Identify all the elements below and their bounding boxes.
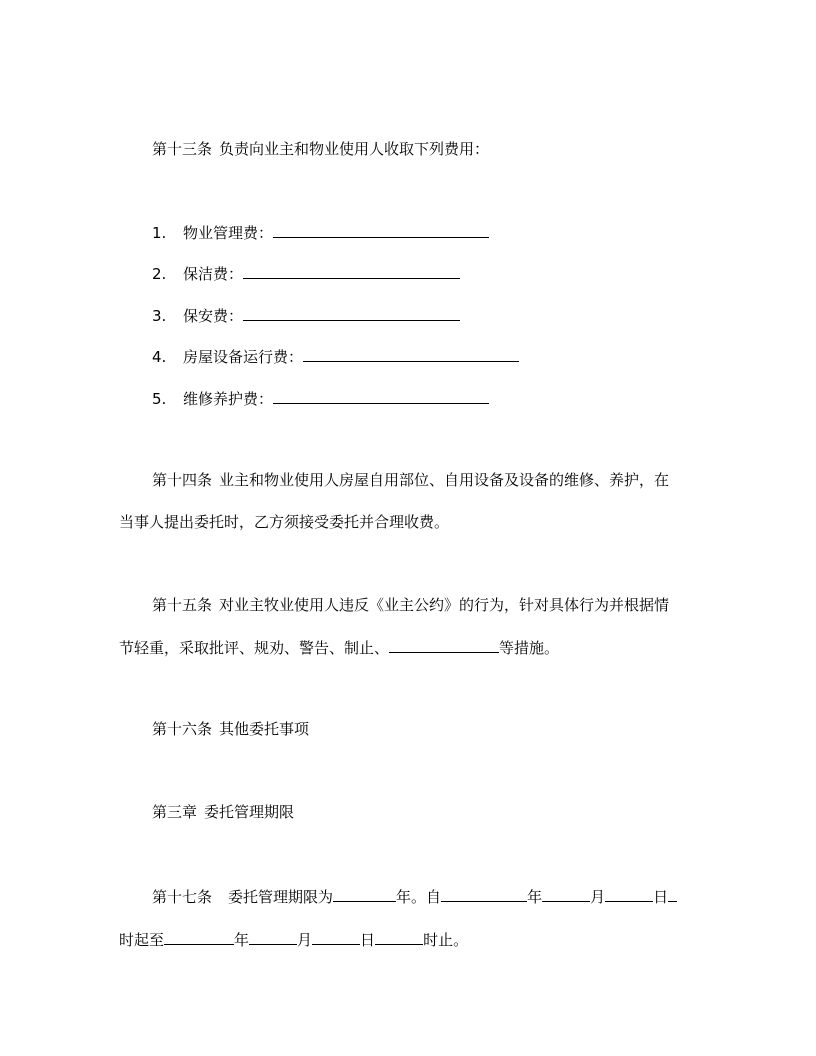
article-14-line-1 [152,470,669,490]
fee-item-5 [152,388,489,408]
article-14-text-cont: 当事人提出委托时，乙方须接受委托并合理收费。 [119,513,450,531]
chapter-3-heading: 第三章 [152,803,198,821]
fee-item-number: 3. [152,307,167,325]
article-15-line-2 [119,637,559,657]
year-label: 年 [527,888,543,906]
fee-item-2 [152,263,460,283]
fee-item-label: 物业管理费： [183,224,274,242]
fee-blank[interactable] [303,346,519,362]
end-year-blank[interactable] [164,929,234,945]
year-label: 年 [396,888,412,906]
fee-blank[interactable] [243,305,460,321]
month-label: 月 [297,931,313,949]
article-17-text-until: 时起至 [119,931,165,949]
fee-blank[interactable] [273,222,489,238]
article-17-text-from: 。自 [411,888,442,906]
article-17-line-1 [152,886,677,906]
chapter-3-title: 委托管理期限 [204,803,295,821]
month-label: 月 [590,888,606,906]
article-17-text: 委托管理期限为 [228,888,334,906]
year-label: 年 [234,931,250,949]
article-17-heading: 第十七条 [152,888,213,906]
article-15-text: 对业主牧业使用人违反《业主公约》的行为，针对具体行为并根据情 [219,596,670,614]
chapter-3 [152,802,294,822]
fee-item-number: 2. [152,265,167,283]
article-15-line-1 [152,595,669,615]
article-16-heading: 第十六条 [152,720,213,738]
article-15-text-cont: 节轻重，采取批评、规劝、警告、制止、 [119,639,390,657]
article-13 [152,139,489,159]
day-label: 日 [360,931,376,949]
start-day-blank[interactable] [605,886,653,902]
article-14-heading: 第十四条 [152,471,213,489]
article-15-heading: 第十五条 [152,596,213,614]
end-month-blank[interactable] [249,929,297,945]
fee-blank[interactable] [243,263,460,279]
article-16-text: 其他委托事项 [219,720,310,738]
fee-item-number: 1. [152,224,167,242]
article-13-text: 负责向业主和物业使用人收取下列费用： [219,140,490,158]
article-14-text: 业主和物业使用人房屋自用部位、自用设备及设备的维修、养护，在 [219,471,670,489]
end-hour-blank[interactable] [375,929,423,945]
article-13-heading: 第十三条 [152,140,213,158]
fee-item-4 [152,346,519,366]
article-15-text-end: 等措施。 [499,639,560,657]
fee-item-3 [152,305,460,325]
start-hour-blank[interactable] [668,886,677,902]
measures-blank[interactable] [389,637,499,653]
end-day-blank[interactable] [312,929,360,945]
fee-item-label: 保安费： [183,307,244,325]
article-14-line-2 [119,512,449,532]
fee-item-label: 房屋设备运行费： [183,348,304,366]
start-year-blank[interactable] [441,886,527,902]
term-years-blank[interactable] [333,886,396,902]
fee-item-number: 4. [152,348,167,366]
article-17-line-2 [119,929,468,949]
fee-item-label: 维修养护费： [183,390,274,408]
fee-item-number: 5. [152,390,167,408]
fee-item-1 [152,222,489,242]
article-16 [152,719,309,739]
article-17-text-end: 时止。 [423,931,469,949]
fee-item-label: 保洁费： [183,265,244,283]
day-label: 日 [653,888,669,906]
fee-blank[interactable] [273,388,489,404]
start-month-blank[interactable] [542,886,590,902]
